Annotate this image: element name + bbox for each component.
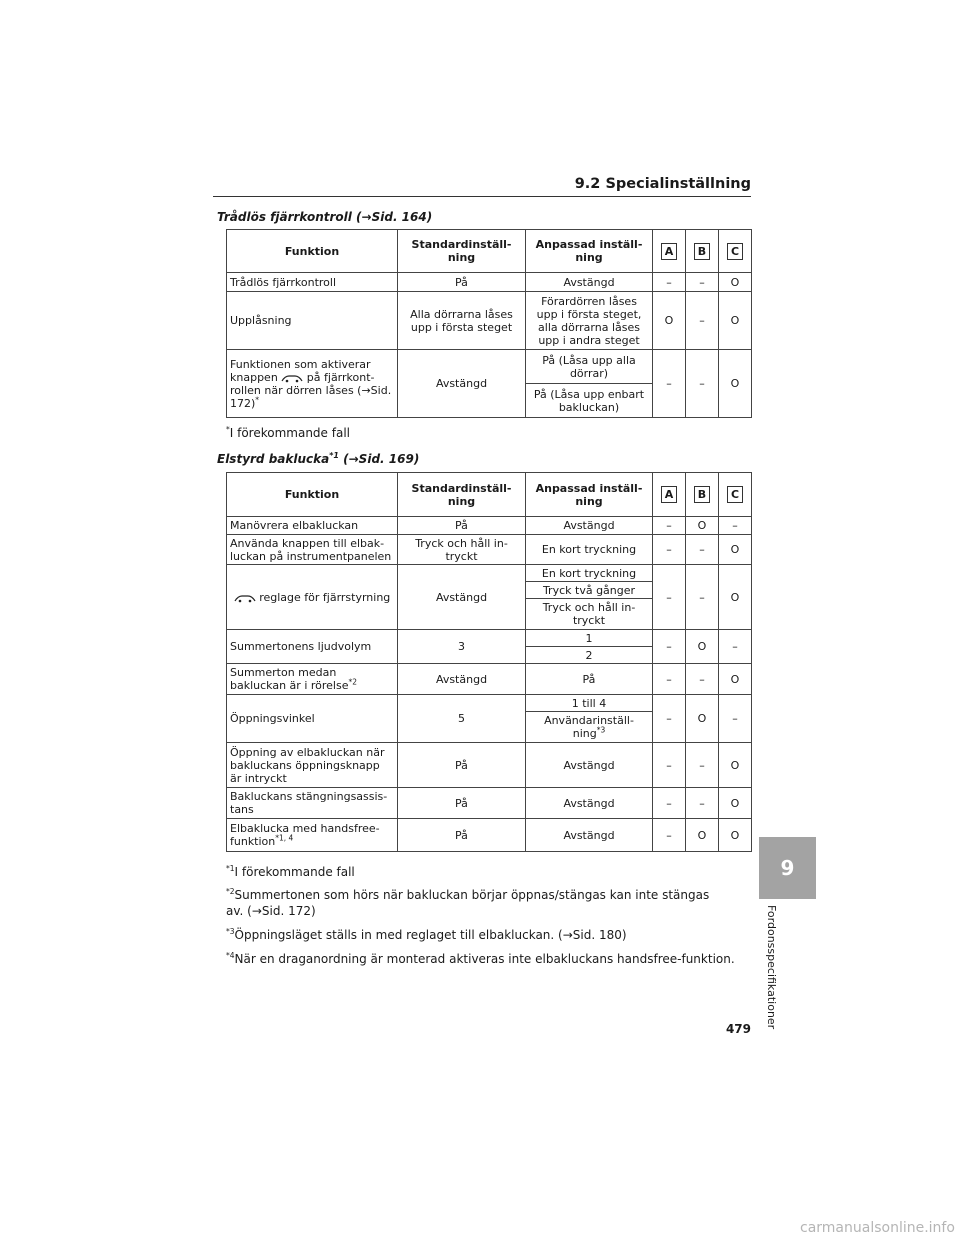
footnote-2: $^{*2}$Summertonen som hörs när bakluckan börjar öppnas/stängas kan inte stängas av. (→Sid. 172) bbox=[226, 887, 710, 918]
col-a-badge: A bbox=[661, 486, 677, 503]
car-key-icon bbox=[234, 593, 256, 603]
col-b-badge: B bbox=[694, 243, 710, 260]
col-function: Funktion bbox=[227, 230, 398, 273]
table-row: Bakluckans stängningsassis-tans På Avstängd – – O bbox=[227, 788, 752, 819]
table-row: Trådlös fjärrkontroll På Avstängd – – O bbox=[227, 273, 752, 292]
chapter-tab[interactable]: 9 bbox=[759, 837, 816, 899]
col-c-badge: C bbox=[727, 243, 743, 260]
table-row: reglage för fjärrstyrning Avstängd En kort tryckning – – O bbox=[227, 565, 752, 582]
page-number: 479 bbox=[725, 1022, 751, 1036]
col-standard: Standardinställ- ning bbox=[398, 230, 526, 273]
col-standard: Standardinställ- ning bbox=[398, 473, 526, 517]
table-row: Elbaklucka med handsfree-funktion$^{*1, 4}$ På Avstängd – O O bbox=[227, 819, 752, 852]
col-custom: Anpassad inställ- ning bbox=[526, 473, 653, 517]
table-row: Summerton medan bakluckan är i rörelse$^{*2}$ Avstängd På – – O bbox=[227, 664, 752, 695]
power-tailgate-table: Funktion Standardinställ- ning Anpassad inställ- ning A B C Manövrera elbakluckan På Avstängd – O – Använda knappen till elbak-luckan på instrumentpanelen Tryck och håll in-tryckt En kort tryckning – – O reglage för fjärrstyrning Avstängd En kort tryckning – – O Tryck två gånger Tryck och håll in-tryckt Summertonens ljudvolym 3 1 – O – 2 Summerton medan bakluckan är i rörelse$^{*2}$ Avstängd På – – O Öppningsvinkel 5 1 till 4 – O – Användarinställ-ning$^{*3}$ Öppning av elbakluckan när bakluckans öppningsknapp är intryckt På Avstängd – – O Bakluckans stängningsassis-tans På Avstängd – – O Elbaklucka med handsfree-funktion$^{*1, 4}$ På Avstängd – O O bbox=[226, 472, 752, 852]
watermark: carmanualsonline.info bbox=[800, 1220, 955, 1236]
col-function: Funktion bbox=[227, 473, 398, 517]
col-a-badge: A bbox=[661, 243, 677, 260]
car-key-icon bbox=[281, 373, 303, 383]
table-row: Summertonens ljudvolym 3 1 – O – bbox=[227, 630, 752, 647]
footnote: *I förekommande fall bbox=[226, 425, 350, 440]
section-header: 9.2 Specialinställning bbox=[213, 176, 751, 197]
col-b-badge: B bbox=[694, 486, 710, 503]
table-row: Manövrera elbakluckan På Avstängd – O – bbox=[227, 517, 752, 535]
table-row: Upplåsning Alla dörrarna låses upp i första steget Förardörren låses upp i första steget, alla dörrarna låses upp i andra steget O – O bbox=[227, 292, 752, 350]
wireless-remote-table: Funktion Standardinställ- ning Anpassad inställ- ning A B C Trådlös fjärrkontroll På Avstängd – – O Upplåsning Alla dörrarna låses upp i första steget Förardörren låses upp i första steget, alla dörrarna låses upp i andra steget O – O Funktionen som aktiverar knappen på fjärrkont-rollen när dörren låses (→Sid. 172)* Avstängd På (Låsa upp alla dörrar) – – O På (Låsa upp enbart bakluckan) bbox=[226, 229, 752, 418]
col-custom: Anpassad inställ- ning bbox=[526, 230, 653, 273]
table-row: Funktionen som aktiverar knappen på fjärrkont-rollen när dörren låses (→Sid. 172)* Avstängd På (Låsa upp alla dörrar) – – O bbox=[227, 350, 752, 384]
chapter-tab-label: Fordonsspecifikationer bbox=[765, 905, 778, 1030]
footnote-1: $^{*1}$I förekommande fall bbox=[226, 864, 355, 879]
col-c-badge: C bbox=[727, 486, 743, 503]
table-row: Använda knappen till elbak-luckan på instrumentpanelen Tryck och håll in-tryckt En kort tryckning – – O bbox=[227, 535, 752, 565]
section2-heading: Elstyrd baklucka$^{*1}$ (→Sid. 169) bbox=[217, 451, 420, 466]
table-row: Öppningsvinkel 5 1 till 4 – O – bbox=[227, 695, 752, 712]
section1-heading: Trådlös fjärrkontroll (→Sid. 164) bbox=[217, 210, 433, 224]
table-row: Öppning av elbakluckan när bakluckans öppningsknapp är intryckt På Avstängd – – O bbox=[227, 743, 752, 788]
footnote-4: $^{*4}$När en draganordning är monterad aktiveras inte elbakluckans handsfree-funktion. bbox=[226, 951, 735, 966]
footnote-3: $^{*3}$Öppningsläget ställs in med reglaget till elbakluckan. (→Sid. 180) bbox=[226, 927, 627, 942]
